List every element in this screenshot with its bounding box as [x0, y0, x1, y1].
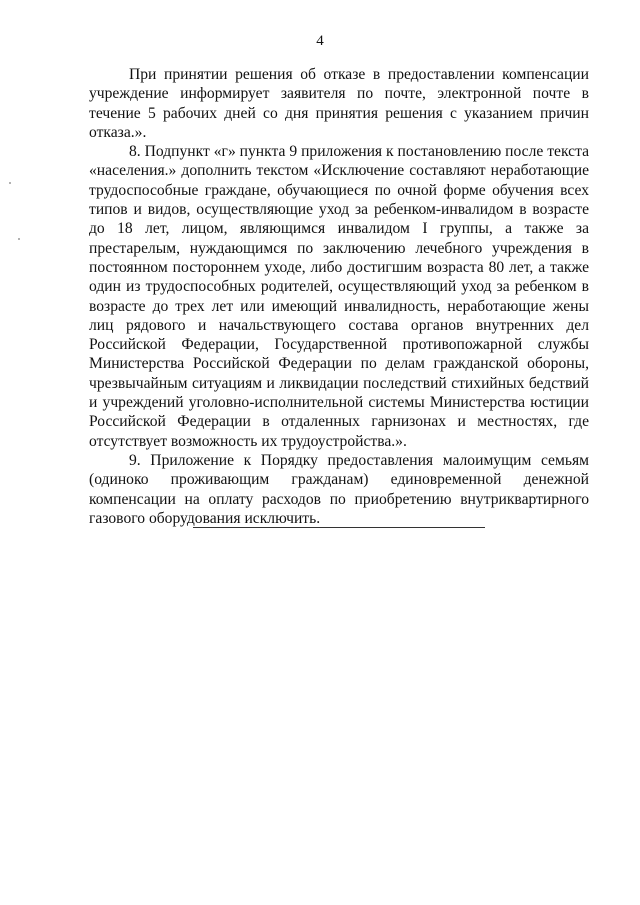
- scan-speck: [9, 182, 11, 184]
- closing-separator-line: [193, 527, 485, 528]
- paragraph-refusal-notice: При принятии решения об отказе в предоставлении компенсации учреждение информирует заявителя по почте, электронной почте в течение 5 рабочих дней со дня принятия решения с указанием причин отказа.».: [89, 66, 589, 141]
- document-body: [89, 65, 589, 528]
- paragraph-item-8: 8. Подпункт «г» пункта 9 приложения к постановлению после текста «населения.» дополнить текстом «Исключение составляют неработающие трудоспособные граждане, обучающиеся по очной форме обучения всех типов и видов, осуществляющие уход за ребенком-инвалидом в возрасте до 18 лет, лицом, являющимся инвалидом I группы, а также за престарелым, нуждающимся по заключению лечебного учреждения в постоянном постороннем уходе, либо достигшим возраста 80 лет, а также один из трудоспособных родителей, осуществляющий уход за ребенком в возрасте до трех лет или имеющий инвалидность, неработающие жены лиц рядового и начальствующего состава органов внутренних дел Российской Федерации, Государственной противопожарной службы Министерства Российской Федерации по делам гражданской обороны, чрезвычайным ситуациям и ликвидации последствий стихийных бедствий и учреждений уголовно-исполнительной системы Министерства юстиции Российской Федерации в отдаленных гарнизонах и местностях, где отсутствует возможность их трудоустройства.».: [89, 143, 589, 450]
- paragraph-item-9: 9. Приложение к Порядку предоставления малоимущим семьям (одиноко проживающим гражданам) единовременной денежной компенсации на оплату расходов по приобретению внутриквартирного газового оборудования исключить.: [89, 451, 589, 527]
- page-number: 4: [316, 33, 324, 49]
- scan-speck: [18, 238, 20, 240]
